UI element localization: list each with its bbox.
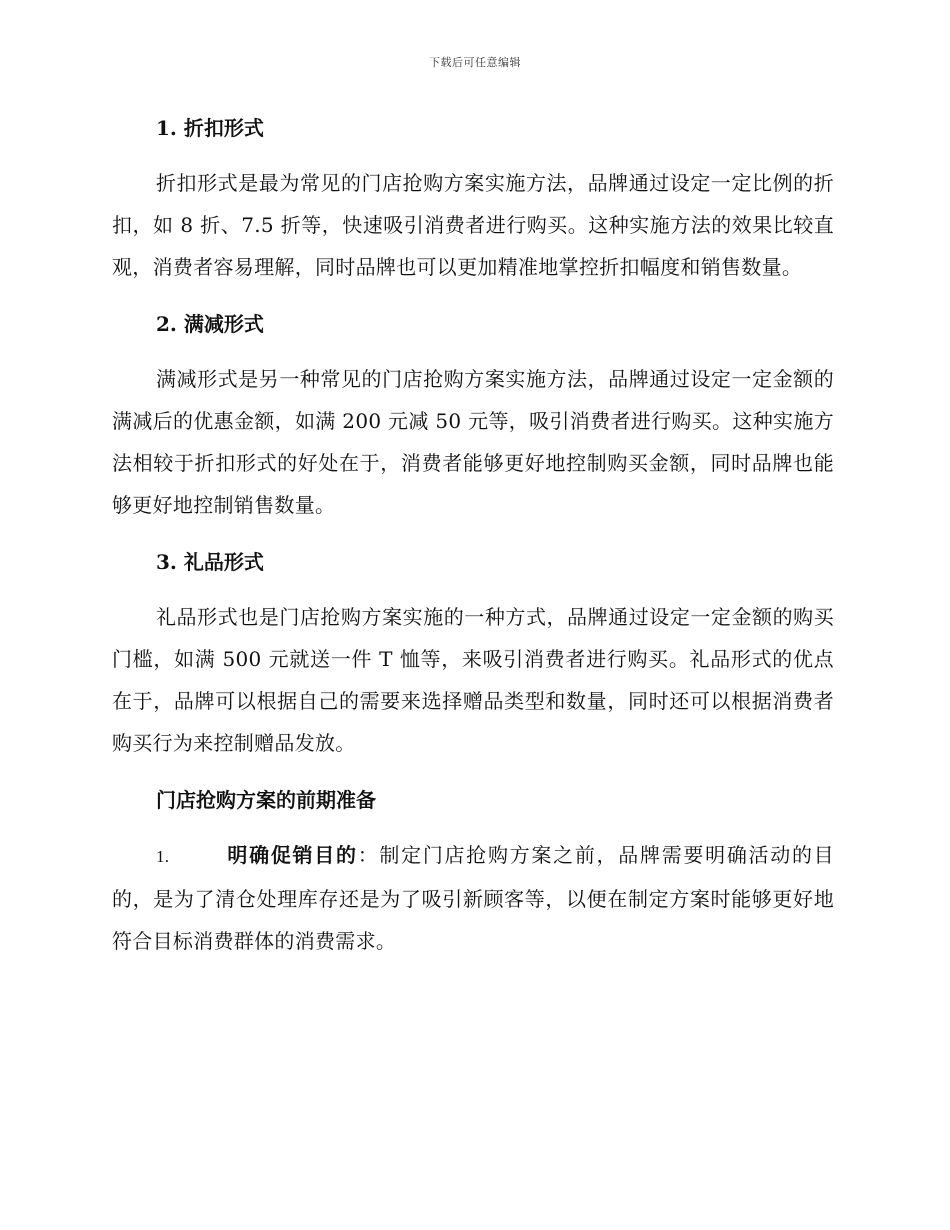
list-marker: 1.: [156, 847, 170, 866]
section-full-reduction: [112, 308, 834, 526]
section-heading: 门店抢购方案的前期准备: [156, 788, 376, 812]
list-item-label: 明确促销目的: [226, 843, 358, 867]
header-note: 下载后可任意编辑: [429, 56, 521, 69]
section-heading: 3. 礼品形式: [156, 550, 264, 574]
section-paragraph: 礼品形式也是门店抢购方案实施的一种方式，品牌通过设定一定金额的购买门槛，如满 500 元就送一件 T 恤等，来吸引消费者进行购买。礼品形式的优点在于，品牌可以根据自己的需要来选择赠品类型和数量，同时还可以根据消费者购买行为来控制赠品发放。: [112, 605, 834, 755]
section-preparation: [112, 784, 834, 962]
section-paragraph: 折扣形式是最为常见的门店抢购方案实施方法，品牌通过设定一定比例的折扣，如 8 折、7.5 折等，快速吸引消费者进行购买。这种实施方法的效果比较直观，消费者容易理解，同时品牌也可以更加精准地掌控折扣幅度和销售数量。: [112, 171, 834, 279]
section-heading: 2. 满减形式: [156, 312, 264, 336]
list-item-text: ：制定门店抢购方案之前，品牌需要明确活动的目的，是为了清仓处理库存还是为了吸引新顾客等，以便在制定方案时能够更好地符合目标消费群体的消费需求。: [112, 843, 834, 953]
section-gift: [112, 546, 834, 764]
section-paragraph: 满减形式是另一种常见的门店抢购方案实施方法，品牌通过设定一定金额的满减后的优惠金额，如满 200 元减 50 元等，吸引消费者进行购买。这种实施方法相较于折扣形式的好处在于，消费者能够更好地控制购买金额，同时品牌也能够更好地控制销售数量。: [112, 367, 834, 517]
document-content: [112, 112, 834, 962]
section-heading: 1. 折扣形式: [156, 116, 264, 140]
section-discount: [112, 112, 834, 288]
list-item: [112, 834, 834, 962]
